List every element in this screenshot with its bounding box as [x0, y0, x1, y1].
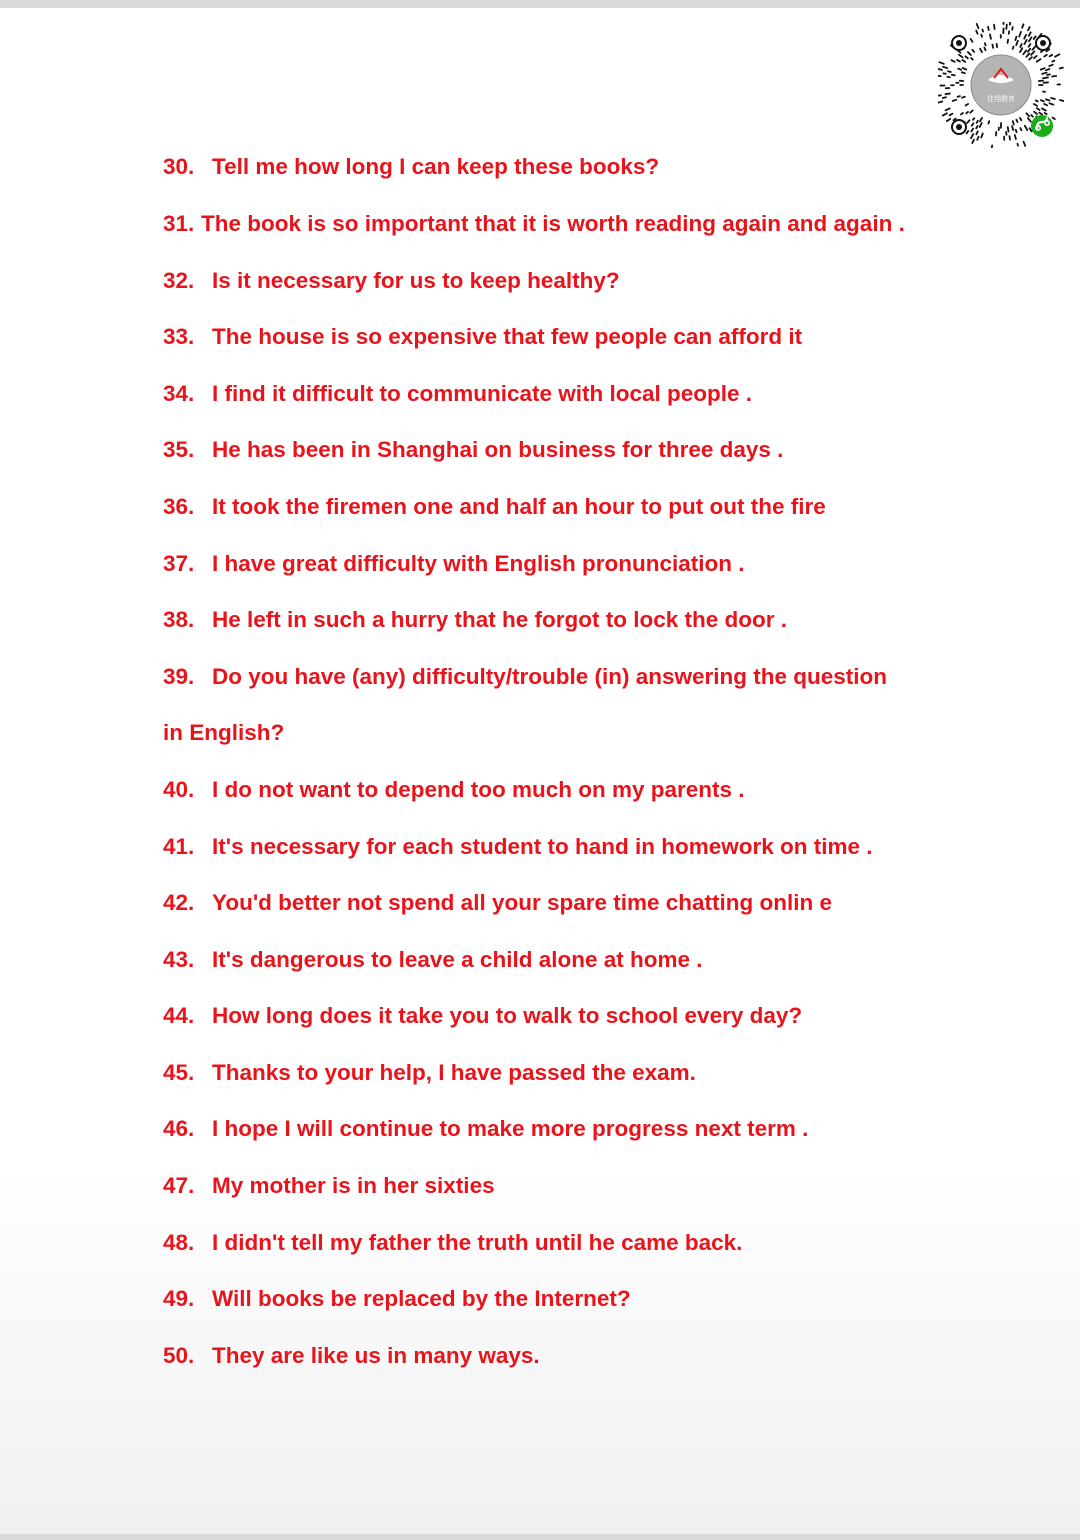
sentence-number: 45.: [163, 1060, 195, 1085]
sentence-text: Thanks to your help, I have passed the exam.: [212, 1060, 696, 1085]
sentence-number: 50.: [163, 1343, 195, 1368]
sentence-number: 38.: [163, 607, 195, 632]
sentence-number: 32.: [163, 268, 195, 293]
sentence-number: 44.: [163, 1003, 195, 1028]
sentence-33: [163, 320, 802, 354]
sentence-47: [163, 1169, 495, 1203]
sentence-text: I didn't tell my father the truth until he came back.: [212, 1230, 743, 1255]
sentence-text: I have great difficulty with English pronunciation .: [212, 551, 745, 576]
sentence-32: [163, 264, 620, 298]
sentence-number: 43.: [163, 947, 195, 972]
sentence-38: [163, 603, 787, 637]
sentence-text: I do not want to depend too much on my parents .: [212, 777, 745, 802]
sentence-text: It took the firemen one and half an hour to put out the fire: [212, 494, 826, 519]
sentence-48: [163, 1226, 742, 1260]
sentence-text: in English?: [163, 720, 285, 745]
sentence-text: The book is so important that it is worth reading again and again .: [201, 211, 905, 236]
sentence-46: [163, 1112, 808, 1146]
sentence-39: [163, 660, 887, 694]
sentence-49: [163, 1282, 631, 1316]
sentence-number: 39.: [163, 664, 195, 689]
sentence-number: 41.: [163, 834, 195, 859]
sentence-40: [163, 773, 745, 807]
sentence-35: [163, 433, 783, 467]
sentence-37: [163, 547, 745, 581]
sentence-36: [163, 490, 826, 524]
sentence-text: I hope I will continue to make more progress next term .: [212, 1116, 809, 1141]
sentence-number: 30.: [163, 154, 195, 179]
sentence-number: 47.: [163, 1173, 195, 1198]
sentence-number: 34.: [163, 381, 195, 406]
sentence-42: [163, 886, 832, 920]
sentence-number: 36.: [163, 494, 195, 519]
qr-code-graphic: [938, 22, 1064, 148]
sentence-45: [163, 1056, 696, 1090]
sentence-number: 35.: [163, 437, 195, 462]
sentence-text: The house is so expensive that few people can afford it: [212, 324, 803, 349]
sentence-number: 33.: [163, 324, 195, 349]
qr-logo-text: 佳翔教育: [987, 95, 1015, 103]
sentence-number: 49.: [163, 1286, 195, 1311]
sentence-text: How long does it take you to walk to school every day?: [212, 1003, 803, 1028]
sentence-text: It's dangerous to leave a child alone at home .: [212, 947, 703, 972]
sentence-text: My mother is in her sixties: [212, 1173, 495, 1198]
sentence-43: [163, 943, 702, 977]
sentence-text: He left in such a hurry that he forgot to lock the door .: [212, 607, 788, 632]
mini-program-icon: [1031, 115, 1053, 137]
sentence-text: Do you have (any) difficulty/trouble (in) answering the question: [212, 664, 888, 689]
sentence-34: [163, 377, 752, 411]
sentence-30: [163, 150, 659, 184]
sentence-31: [163, 207, 905, 241]
sentence-number: 42.: [163, 890, 195, 915]
sentence-text: You'd better not spend all your spare time chatting onlin e: [212, 890, 833, 915]
sentence-44: [163, 999, 802, 1033]
qr-code[interactable]: [938, 22, 1064, 148]
sentence-number: 31.: [163, 211, 195, 236]
sentence-text: Tell me how long I can keep these books?: [212, 154, 660, 179]
sentence-text: Will books be replaced by the Internet?: [212, 1286, 631, 1311]
sentence-text: It's necessary for each student to hand in homework on time .: [212, 834, 873, 859]
sentence-number: 46.: [163, 1116, 195, 1141]
sentence-number: 48.: [163, 1230, 195, 1255]
sentence-50: [163, 1339, 540, 1373]
sentence-number: 37.: [163, 551, 195, 576]
sentence-41: [163, 830, 873, 864]
sentence-text: I find it difficult to communicate with local people .: [212, 381, 753, 406]
sentence-text: Is it necessary for us to keep healthy?: [212, 268, 620, 293]
document-page: [0, 8, 1080, 1534]
sentence-text: They are like us in many ways.: [212, 1343, 540, 1368]
sentence-39-continuation: [163, 716, 284, 750]
sentence-number: 40.: [163, 777, 195, 802]
sentence-text: He has been in Shanghai on business for three days .: [212, 437, 784, 462]
